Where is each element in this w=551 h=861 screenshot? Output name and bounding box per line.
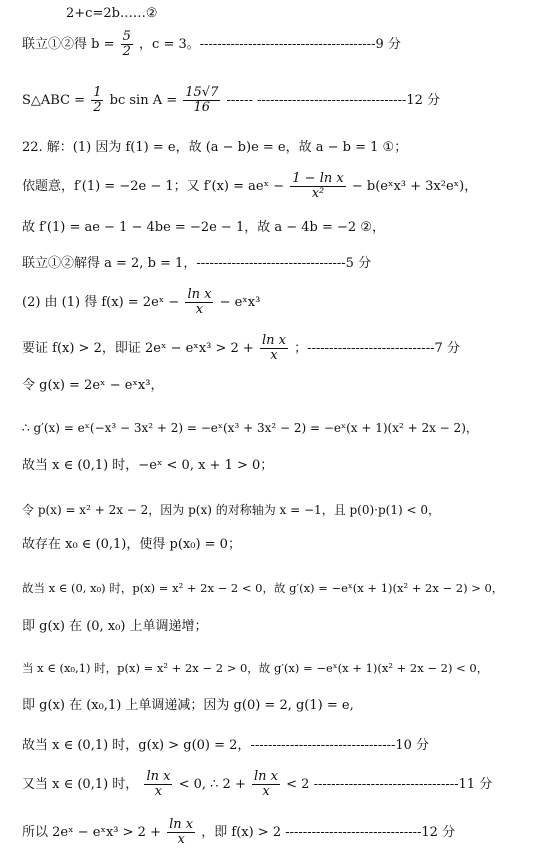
line-text: 2+c=2b……②: [66, 6, 158, 21]
line-text: 故当 x ∈ (0,1) 时，g(x) > g(0) = 2，---------------------------------10 分: [22, 738, 430, 753]
numerator: ln x: [169, 817, 194, 832]
line-text: ∴ g′(x) = eˣ(−x³ − 3x² + 2) = −eˣ(x³ + 3x² − 2) = −eˣ(x + 1)(x² + 2x − 2)，: [22, 421, 478, 435]
line-text: − eˣx³: [219, 295, 261, 310]
fraction: [121, 30, 133, 59]
line-text: 要证 f(x) > 2，即证 2eˣ − eˣx³ > 2 +: [22, 341, 258, 356]
text-line: [22, 418, 478, 438]
line-text: ；-----------------------------7 分: [294, 341, 460, 356]
numerator: 1: [93, 85, 102, 100]
fraction: [290, 172, 345, 201]
line-text: ，c = 3。----------------------------------------9 分: [139, 37, 401, 52]
text-line: [22, 617, 208, 637]
numerator: ln x: [261, 333, 286, 348]
line-text: 令 g(x) = 2eˣ − eˣx³，: [22, 378, 164, 393]
denominator: x: [154, 784, 163, 799]
denominator: x²: [311, 186, 325, 201]
line-text: 联立①②得 b =: [22, 37, 119, 52]
line-text: 当 x ∈ (x₀,1) 时，p(x) = x² + 2x − 2 > 0，故 g′(x) = −eˣ(x + 1)(x² + 2x − 2) < 0，: [22, 661, 489, 675]
text-line: [22, 658, 488, 678]
line-text: S△ABC =: [22, 93, 90, 108]
text-line: [22, 696, 354, 716]
line-text: 即 g(x) 在 (x₀,1) 上单调递减；因为 g(0) = 2, g(1) = e,: [22, 698, 354, 713]
line-text: − b(eˣx³ + 3x²eˣ)，: [351, 179, 478, 194]
denominator: 2: [122, 44, 131, 59]
fraction: [185, 288, 213, 317]
line-text: 又当 x ∈ (0,1) 时，: [22, 777, 139, 792]
numerator: ln x: [254, 769, 278, 784]
line-text: 即 g(x) 在 (0, x₀) 上单调递增；: [22, 619, 208, 634]
line-text: < 2 ---------------------------------11 分: [286, 777, 493, 792]
fraction: [144, 770, 172, 799]
line-text: 故当 x ∈ (0,1) 时，−eˣ < 0, x + 1 > 0；: [22, 458, 274, 473]
text-line: [22, 456, 273, 476]
line-text: ，即 f(x) > 2 -------------------------------12 分: [201, 825, 456, 840]
fraction: [260, 334, 288, 363]
fraction: [91, 86, 103, 115]
numerator: 1 − ln x: [292, 171, 344, 186]
line-text: (2) 由 (1) 得 f(x) = 2eˣ −: [22, 295, 184, 310]
text-line: [22, 172, 477, 201]
text-line: [22, 578, 503, 598]
fraction: [183, 86, 220, 115]
fraction: [167, 818, 195, 847]
text-line: [22, 736, 429, 756]
fraction: [252, 770, 280, 799]
text-line: [22, 500, 440, 520]
text-line: [22, 376, 163, 396]
numerator: 15√7: [185, 85, 219, 100]
line-text: ------ ----------------------------------12 分: [226, 93, 441, 108]
numerator: ln x: [187, 287, 212, 302]
line-text: bc sin A =: [109, 93, 182, 108]
text-line: [22, 138, 407, 158]
line-text: 所以 2eˣ − eˣx³ > 2 +: [22, 825, 166, 840]
denominator: x: [177, 832, 185, 847]
text-line: [22, 288, 260, 317]
line-text: 22. 解：(1) 因为 f(1) = e，故 (a − b)e = e，故 a − b = 1 ①；: [22, 140, 408, 155]
line-text: < 0, ∴ 2 +: [178, 777, 250, 792]
text-line: [22, 30, 401, 59]
line-text: 故当 x ∈ (0, x₀) 时，p(x) = x² + 2x − 2 < 0，故 g′(x) = −eˣ(x + 1)(x² + 2x − 2) > 0，: [22, 581, 504, 595]
line-text: 故存在 x₀ ∈ (0,1)，使得 p(x₀) = 0；: [22, 537, 241, 552]
text-line: [22, 334, 460, 363]
line-text: 依题意，f′(1) = −2e − 1；又 f′(x) = aeˣ −: [22, 179, 289, 194]
denominator: 16: [193, 100, 211, 115]
numerator: 5: [122, 29, 131, 44]
denominator: x: [195, 302, 204, 317]
text-line: [22, 818, 455, 847]
text-line: [22, 770, 492, 799]
text-line: [22, 254, 371, 274]
text-line: [22, 86, 440, 115]
text-line: [22, 218, 385, 238]
text-line: [22, 535, 241, 555]
numerator: ln x: [146, 769, 171, 784]
line-text: 故 f′(1) = ae − 1 − 4be = −2e − 1，故 a − 4b = −2 ②，: [22, 220, 385, 235]
line-text: 联立①②解得 a = 2, b = 1，----------------------------------5 分: [22, 256, 372, 271]
denominator: x: [270, 348, 278, 363]
denominator: 2: [93, 100, 102, 115]
text-line: [66, 4, 158, 24]
denominator: x: [262, 784, 270, 799]
line-text: 令 p(x) = x² + 2x − 2，因为 p(x) 的对称轴为 x = −1，且 p(0)·p(1) < 0，: [22, 503, 440, 517]
